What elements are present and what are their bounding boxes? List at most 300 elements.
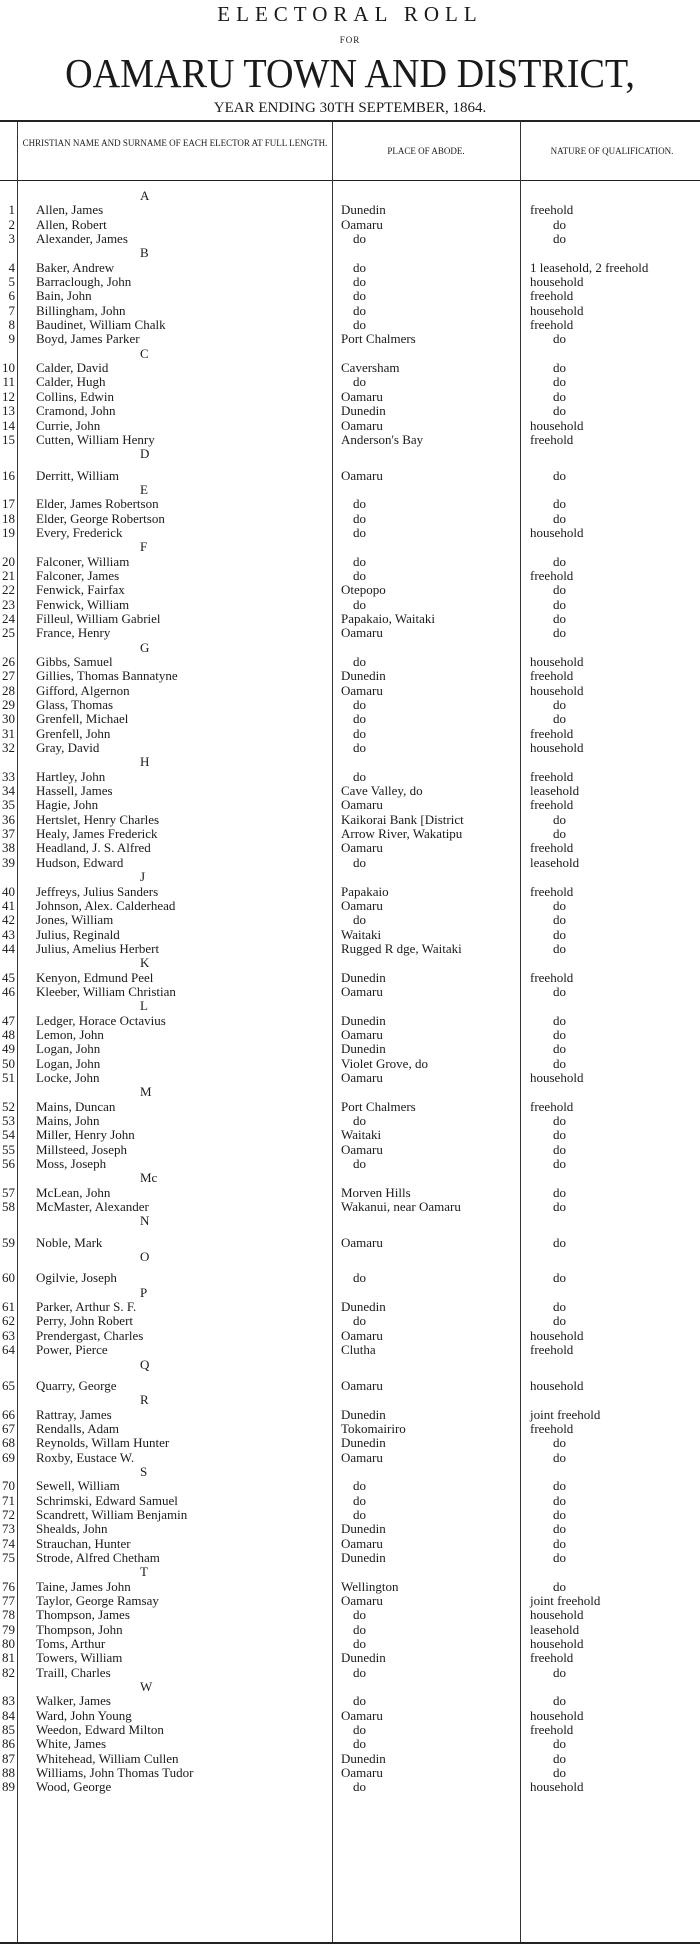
table-row [0, 404, 700, 418]
elector-name: Calder, Hugh [36, 374, 106, 390]
entry-number: 19 [2, 524, 15, 540]
elector-name: Fenwick, Fairfax [36, 582, 125, 598]
entry-number: 82 [2, 1664, 15, 1680]
elector-name: Gibbs, Samuel [36, 654, 113, 669]
table-row [0, 526, 700, 540]
entry-number: 67 [2, 1420, 15, 1436]
table-row [0, 885, 700, 899]
entry-number: 63 [2, 1327, 15, 1343]
elector-name: Reynolds, Willam Hunter [36, 1435, 170, 1451]
elector-name: Calder, David [36, 360, 109, 376]
qualification: freehold [530, 768, 574, 784]
entry-number: 35 [2, 797, 15, 813]
entry-number: 41 [2, 897, 15, 913]
place-of-abode: do [353, 654, 366, 669]
elector-name: Locke, John [36, 1069, 100, 1085]
elector-name: Ledger, Horace Octavius [36, 1012, 166, 1028]
qualification: freehold [530, 567, 574, 583]
table-row [0, 1422, 700, 1436]
qualification: do [553, 1313, 566, 1329]
place-of-abode: Oamaru [341, 1535, 383, 1551]
entry-number: 4 [8, 259, 15, 275]
place-of-abode: do [353, 1779, 366, 1795]
entry-number: 70 [2, 1478, 15, 1494]
place-of-abode: do [353, 1664, 366, 1680]
entry-number: 60 [2, 1270, 15, 1286]
qualification: do [553, 826, 566, 842]
elector-name: Billingham, John [36, 302, 126, 318]
entry-number: 37 [2, 826, 15, 842]
section-letter [0, 1214, 280, 1228]
place-of-abode: Oamaru [341, 1593, 383, 1608]
qualification: household [530, 302, 584, 318]
place-of-abode: Dunedin [341, 1041, 386, 1057]
elector-name: Barraclough, John [36, 274, 132, 290]
qualification: do [553, 1041, 566, 1057]
elector-name: Perry, John Robert [36, 1313, 134, 1329]
qualification: do [553, 1535, 566, 1551]
entry-number: 38 [2, 840, 15, 856]
section-letter-text: R [140, 1392, 149, 1408]
entry-number: 29 [2, 697, 15, 713]
table-row [0, 1186, 700, 1200]
elector-name: Rattray, James [36, 1406, 112, 1422]
entry-number: 7 [8, 302, 15, 318]
entry-number: 61 [2, 1299, 15, 1315]
table-row [0, 727, 700, 741]
entry-number: 28 [2, 682, 15, 698]
qualification: do [553, 1506, 566, 1522]
place-of-abode: do [353, 374, 366, 390]
qualification: household [530, 1377, 584, 1393]
table-row [0, 770, 700, 784]
qualification: do [553, 1435, 566, 1451]
entry-number: 85 [2, 1722, 15, 1738]
table-row [0, 1300, 700, 1314]
qualification: household [530, 740, 584, 756]
entry-number: 3 [8, 231, 15, 247]
table-row [0, 1494, 700, 1508]
place-of-abode: Oamaru [341, 1026, 383, 1042]
table-row [0, 390, 700, 404]
entry-number: 68 [2, 1435, 15, 1451]
section-letter [0, 1393, 280, 1407]
place-of-abode: Dunedin [341, 1750, 386, 1766]
section-letter [0, 641, 280, 655]
entry-number: 56 [2, 1156, 15, 1172]
top-rule [0, 120, 700, 122]
section-letter [0, 956, 280, 970]
bottom-rule [0, 1942, 700, 1944]
table-row [0, 971, 700, 985]
elector-name: Schrimski, Edward Samuel [36, 1492, 178, 1508]
entry-number: 55 [2, 1141, 15, 1157]
elector-name: Roxby, Eustace W. [36, 1449, 135, 1465]
entry-number: 83 [2, 1693, 15, 1709]
qualification: do [553, 1184, 566, 1200]
qualification: do [553, 1521, 566, 1537]
elector-name: Headland, J. S. Alfred [36, 840, 151, 856]
entry-number: 15 [2, 431, 15, 447]
qualification: do [553, 811, 566, 827]
place-of-abode: do [353, 740, 366, 756]
table-row [0, 1694, 700, 1708]
entry-number: 18 [2, 510, 15, 526]
elector-name: Bain, John [36, 288, 92, 304]
elector-name: McMaster, Alexander [36, 1199, 149, 1215]
table-row [0, 942, 700, 956]
place-of-abode: do [353, 1506, 366, 1522]
qualification: freehold [530, 1098, 574, 1114]
entry-number: 27 [2, 668, 15, 684]
elector-name: Kenyon, Edmund Peel [36, 969, 154, 985]
place-of-abode: Morven Hills [341, 1184, 411, 1200]
place-of-abode: Oamaru [341, 1327, 383, 1343]
elector-name: Moss, Joseph [36, 1156, 107, 1172]
elector-name: Shealds, John [36, 1521, 108, 1537]
elector-name: Grenfell, Michael [36, 711, 129, 727]
elector-name: Toms, Arthur [36, 1636, 106, 1652]
place-of-abode: Dunedin [341, 1549, 386, 1565]
table-row [0, 1271, 700, 1285]
elector-name: Glass, Thomas [36, 697, 114, 713]
place-of-abode: Rugged R dge, Waitaki [341, 940, 462, 956]
place-of-abode: do [353, 1722, 366, 1738]
table-row [0, 1128, 700, 1142]
place-of-abode: do [353, 1156, 366, 1172]
section-letter [0, 1358, 280, 1372]
column-header-name: CHRISTIAN NAME AND SURNAME OF EACH ELECTOR AT FULL LENGTH. [22, 138, 328, 148]
entry-number: 80 [2, 1636, 15, 1652]
elector-name: Rendalls, Adam [36, 1420, 120, 1436]
entry-number: 52 [2, 1098, 15, 1114]
elector-name: Collins, Edwin [36, 388, 115, 404]
elector-name: Noble, Mark [36, 1234, 103, 1250]
place-of-abode: Otepopo [341, 582, 386, 598]
section-letter [0, 246, 280, 260]
elector-name: Towers, William [36, 1650, 123, 1666]
entry-number: 57 [2, 1184, 15, 1200]
qualification: do [553, 1113, 566, 1128]
place-of-abode: Dunedin [341, 1012, 386, 1028]
table-row [0, 784, 700, 798]
qualification: freehold [530, 1342, 574, 1358]
place-of-abode: Dunedin [341, 403, 386, 419]
document-title: ELECTORAL ROLL [217, 2, 483, 26]
table-row [0, 1608, 700, 1622]
place-of-abode: do [353, 496, 366, 512]
table-row [0, 583, 700, 597]
table-row [0, 1057, 700, 1071]
elector-name: Taylor, George Ramsay [36, 1593, 159, 1608]
entry-number: 23 [2, 596, 15, 612]
table-row [0, 798, 700, 812]
place-of-abode: do [353, 524, 366, 540]
entry-number: 24 [2, 610, 15, 626]
qualification: do [553, 216, 566, 232]
elector-name: Williams, John Thomas Tudor [36, 1765, 194, 1781]
year-subtitle: YEAR ENDING 30TH SEPTEMBER, 1864. [213, 100, 487, 116]
qualification: do [553, 1549, 566, 1565]
place-of-abode: do [353, 317, 366, 333]
table-row [0, 332, 700, 346]
entry-number: 76 [2, 1578, 15, 1594]
elector-name: Jeffreys, Julius Sanders [36, 883, 159, 899]
elector-name: Jones, William [36, 912, 114, 928]
entry-number: 17 [2, 496, 15, 512]
qualification: do [553, 625, 566, 641]
place-of-abode: Caversham [341, 360, 400, 376]
table-row [0, 512, 700, 526]
place-of-abode: do [353, 1607, 366, 1623]
qualification: do [553, 1478, 566, 1494]
elector-name: Falconer, William [36, 553, 130, 569]
table-row [0, 1408, 700, 1422]
table-row [0, 497, 700, 511]
table-row [0, 1666, 700, 1680]
elector-name: Julius, Reginald [36, 926, 120, 942]
elector-name: Parker, Arthur S. F. [36, 1299, 137, 1315]
table-row [0, 1623, 700, 1637]
table-row [0, 469, 700, 483]
qualification: do [553, 403, 566, 419]
place-of-abode: Wellington [341, 1578, 399, 1594]
qualification: do [553, 897, 566, 913]
qualification: do [553, 711, 566, 727]
table-row [0, 1780, 700, 1794]
place-of-abode: Dunedin [341, 1406, 386, 1422]
elector-name: Scandrett, William Benjamin [36, 1506, 188, 1522]
table-row [0, 1537, 700, 1551]
qualification: do [553, 553, 566, 569]
place-of-abode: Oamaru [341, 1377, 383, 1393]
table-row [0, 1379, 700, 1393]
section-letter-text: E [140, 481, 148, 497]
place-of-abode: Waitaki [341, 1127, 382, 1143]
elector-name: Allen, James [36, 202, 104, 218]
elector-name: Cutten, William Henry [36, 431, 155, 447]
elector-name: Elder, George Robertson [36, 510, 165, 526]
qualification: household [530, 1607, 584, 1623]
place-of-abode: do [353, 1113, 366, 1128]
table-row [0, 741, 700, 755]
place-of-abode: Oamaru [341, 625, 383, 641]
section-letter [0, 1250, 280, 1264]
qualification: freehold [530, 797, 574, 813]
table-row [0, 419, 700, 433]
qualification: do [553, 374, 566, 390]
table-row [0, 1580, 700, 1594]
entry-number: 32 [2, 740, 15, 756]
entry-number: 5 [8, 274, 15, 290]
entry-number: 31 [2, 725, 15, 741]
qualification: do [553, 510, 566, 526]
elector-name: Lemon, John [36, 1026, 104, 1042]
place-of-abode: Oamaru [341, 1141, 383, 1157]
qualification: joint freehold [530, 1406, 601, 1422]
qualification: freehold [530, 431, 574, 447]
table-row [0, 1709, 700, 1723]
place-of-abode: Dunedin [341, 668, 386, 684]
entry-number: 40 [2, 883, 15, 899]
entry-number: 12 [2, 388, 15, 404]
table-row [0, 1479, 700, 1493]
qualification: freehold [530, 1650, 574, 1666]
table-row [0, 232, 700, 246]
entry-number: 21 [2, 567, 15, 583]
place-of-abode: do [353, 1492, 366, 1508]
district-title: OAMARU TOWN AND DISTRICT, [65, 50, 635, 96]
section-letter-text: F [140, 539, 148, 555]
entry-number: 9 [8, 331, 15, 347]
elector-name: White, James [36, 1736, 107, 1752]
qualification: do [553, 582, 566, 598]
place-of-abode: Dunedin [341, 1299, 386, 1315]
elector-name: Grenfell, John [36, 725, 111, 741]
table-row [0, 218, 700, 232]
place-of-abode: Oamaru [341, 840, 383, 856]
elector-name: Miller, Henry John [36, 1127, 135, 1143]
table-row [0, 1508, 700, 1522]
place-of-abode: Oamaru [341, 682, 383, 698]
place-of-abode: Wakanui, near Oamaru [341, 1199, 461, 1215]
place-of-abode: Oamaru [341, 1449, 383, 1465]
section-letter-text: H [140, 754, 150, 770]
qualification: do [553, 1299, 566, 1315]
section-letter [0, 347, 280, 361]
qualification: do [553, 1664, 566, 1680]
elector-name: Hudson, Edward [36, 854, 124, 870]
table-row [0, 626, 700, 640]
section-letter [0, 1465, 280, 1479]
entry-number: 74 [2, 1535, 15, 1551]
section-letter-text: T [140, 1564, 148, 1580]
place-of-abode: Papakaio, Waitaki [341, 610, 436, 626]
qualification: household [530, 417, 584, 433]
entry-number: 88 [2, 1765, 15, 1781]
entry-number: 46 [2, 983, 15, 999]
section-letter [0, 1565, 280, 1579]
entry-number: 1 [8, 202, 15, 218]
table-row [0, 1014, 700, 1028]
entry-number: 16 [2, 467, 15, 483]
table-row [0, 612, 700, 626]
section-letter [0, 999, 280, 1013]
qualification: do [553, 1156, 566, 1172]
qualification: do [553, 231, 566, 247]
table-row [0, 1637, 700, 1651]
entry-number: 44 [2, 940, 15, 956]
table-row [0, 569, 700, 583]
qualification: do [553, 1141, 566, 1157]
qualification: do [553, 983, 566, 999]
section-letter [0, 189, 280, 203]
elector-name: Hartley, John [36, 768, 106, 784]
entry-number: 33 [2, 768, 15, 784]
entry-number: 6 [8, 288, 15, 304]
section-letter-text: K [140, 955, 150, 971]
elector-name: Millsteed, Joseph [36, 1141, 127, 1157]
entry-number: 81 [2, 1650, 15, 1666]
table-row [0, 1766, 700, 1780]
qualification: do [553, 610, 566, 626]
elector-name: Kleeber, William Christian [36, 983, 176, 999]
entry-number: 69 [2, 1449, 15, 1465]
place-of-abode: do [353, 725, 366, 741]
place-of-abode: do [353, 1478, 366, 1494]
place-of-abode: Arrow River, Wakatipu [341, 826, 463, 842]
place-of-abode: Kaikorai Bank [District [341, 811, 464, 827]
section-letter [0, 755, 280, 769]
elector-name: Sewell, William [36, 1478, 120, 1494]
place-of-abode: do [353, 768, 366, 784]
qualification: do [553, 1199, 566, 1215]
table-row [0, 856, 700, 870]
elector-name: Gillies, Thomas Bannatyne [36, 668, 178, 684]
entry-number: 50 [2, 1055, 15, 1071]
table-row [0, 433, 700, 447]
table-row [0, 684, 700, 698]
table-row [0, 813, 700, 827]
elector-name: Traill, Charles [36, 1664, 111, 1680]
elector-name: Hassell, James [36, 783, 113, 799]
entry-number: 8 [8, 317, 15, 333]
place-of-abode: Oamaru [341, 1707, 383, 1723]
place-of-abode: do [353, 697, 366, 713]
table-row [0, 1114, 700, 1128]
qualification: do [553, 1270, 566, 1286]
elector-name: Thompson, James [36, 1607, 130, 1623]
table-row [0, 1028, 700, 1042]
section-letter [0, 1680, 280, 1694]
place-of-abode: do [353, 854, 366, 870]
entry-number: 47 [2, 1012, 15, 1028]
section-letter-text: C [140, 345, 149, 361]
place-of-abode: Oamaru [341, 1765, 383, 1781]
qualification: do [553, 331, 566, 347]
place-of-abode: do [353, 1621, 366, 1637]
qualification: freehold [530, 1722, 574, 1738]
qualification: do [553, 1026, 566, 1042]
table-row [0, 655, 700, 669]
table-row [0, 1451, 700, 1465]
place-of-abode: Oamaru [341, 388, 383, 404]
section-letter-text: D [140, 446, 150, 462]
qualification: leasehold [530, 854, 580, 870]
qualification: household [530, 1707, 584, 1723]
elector-name: McLean, John [36, 1184, 111, 1200]
place-of-abode: Dunedin [341, 969, 386, 985]
section-letter [0, 1171, 280, 1185]
place-of-abode: Oamaru [341, 467, 383, 483]
entry-number: 73 [2, 1521, 15, 1537]
entry-number: 13 [2, 403, 15, 419]
elector-name: Quarry, George [36, 1377, 117, 1393]
elector-name: Taine, James John [36, 1578, 131, 1594]
place-of-abode: do [353, 259, 366, 275]
qualification: household [530, 1636, 584, 1652]
place-of-abode: do [353, 302, 366, 318]
place-of-abode: do [353, 274, 366, 290]
place-of-abode: Tokomairiro [341, 1420, 406, 1436]
qualification: household [530, 1069, 584, 1085]
entry-number: 89 [2, 1779, 15, 1795]
table-row [0, 1236, 700, 1250]
place-of-abode: Oamaru [341, 1234, 383, 1250]
entry-number: 86 [2, 1736, 15, 1752]
table-row [0, 698, 700, 712]
table-row [0, 1343, 700, 1357]
